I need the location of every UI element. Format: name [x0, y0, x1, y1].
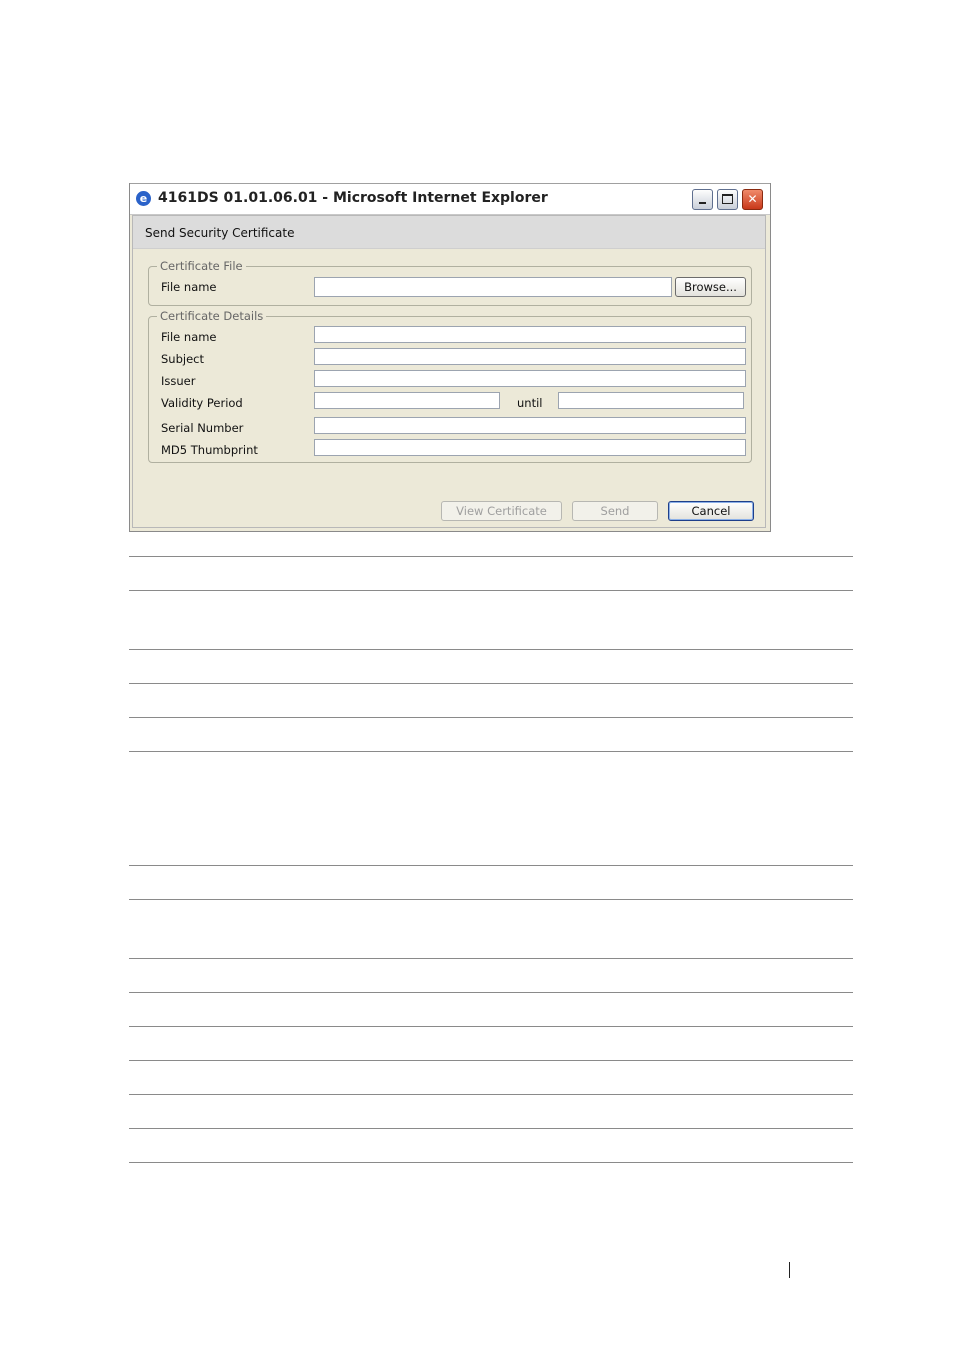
- rule-line: [129, 1026, 853, 1027]
- rule-line: [129, 590, 853, 591]
- rule-line: [129, 649, 853, 650]
- cancel-button[interactable]: Cancel: [668, 501, 754, 521]
- serial-number-label: Serial Number: [161, 421, 244, 435]
- dialog-content: [132, 215, 766, 528]
- details-file-name-label: File name: [161, 330, 217, 344]
- subject-field[interactable]: [314, 348, 746, 365]
- rule-line: [129, 992, 853, 993]
- dialog-header: [133, 216, 765, 249]
- certificate-details-group: [148, 309, 752, 463]
- dialog-title: Send Security Certificate: [145, 226, 295, 240]
- rule-line: [129, 1060, 853, 1061]
- maximize-icon: [722, 194, 733, 204]
- issuer-field[interactable]: [314, 370, 746, 387]
- maximize-button[interactable]: [717, 189, 738, 210]
- until-label: until: [517, 396, 543, 410]
- serial-number-field[interactable]: [314, 417, 746, 434]
- certificate-details-legend: Certificate Details: [157, 309, 266, 323]
- details-file-name-field[interactable]: [314, 326, 746, 343]
- browse-button[interactable]: Browse...: [675, 277, 746, 297]
- file-name-input[interactable]: [314, 277, 672, 297]
- ie-icon: e: [136, 191, 151, 206]
- rule-line: [129, 865, 853, 866]
- rule-line: [129, 751, 853, 752]
- minimize-button[interactable]: [692, 189, 713, 210]
- rule-line: [129, 683, 853, 684]
- rule-line: [129, 556, 853, 557]
- send-button[interactable]: Send: [572, 501, 658, 521]
- rule-line: [129, 1094, 853, 1095]
- view-certificate-button[interactable]: View Certificate: [441, 501, 562, 521]
- title-bar[interactable]: [130, 183, 770, 215]
- rule-line: [129, 1128, 853, 1129]
- file-name-label: File name: [161, 280, 217, 294]
- certificate-file-group: [148, 259, 752, 306]
- subject-label: Subject: [161, 352, 204, 366]
- rule-line: [129, 958, 853, 959]
- md5-thumbprint-field[interactable]: [314, 439, 746, 456]
- ie-window: [129, 183, 771, 532]
- issuer-label: Issuer: [161, 374, 196, 388]
- validity-until-field[interactable]: [558, 392, 744, 409]
- md5-thumbprint-label: MD5 Thumbprint: [161, 443, 258, 457]
- validity-from-field[interactable]: [314, 392, 500, 409]
- footer-separator: [789, 1262, 790, 1278]
- validity-period-label: Validity Period: [161, 396, 243, 410]
- close-button[interactable]: [742, 189, 763, 210]
- rule-line: [129, 1162, 853, 1163]
- certificate-file-legend: Certificate File: [157, 259, 246, 273]
- minimize-icon: [699, 202, 706, 204]
- rule-line: [129, 717, 853, 718]
- rule-line: [129, 899, 853, 900]
- close-icon: ✕: [747, 192, 758, 206]
- window-title: 4161DS 01.01.06.01 - Microsoft Internet Explorer: [158, 190, 548, 206]
